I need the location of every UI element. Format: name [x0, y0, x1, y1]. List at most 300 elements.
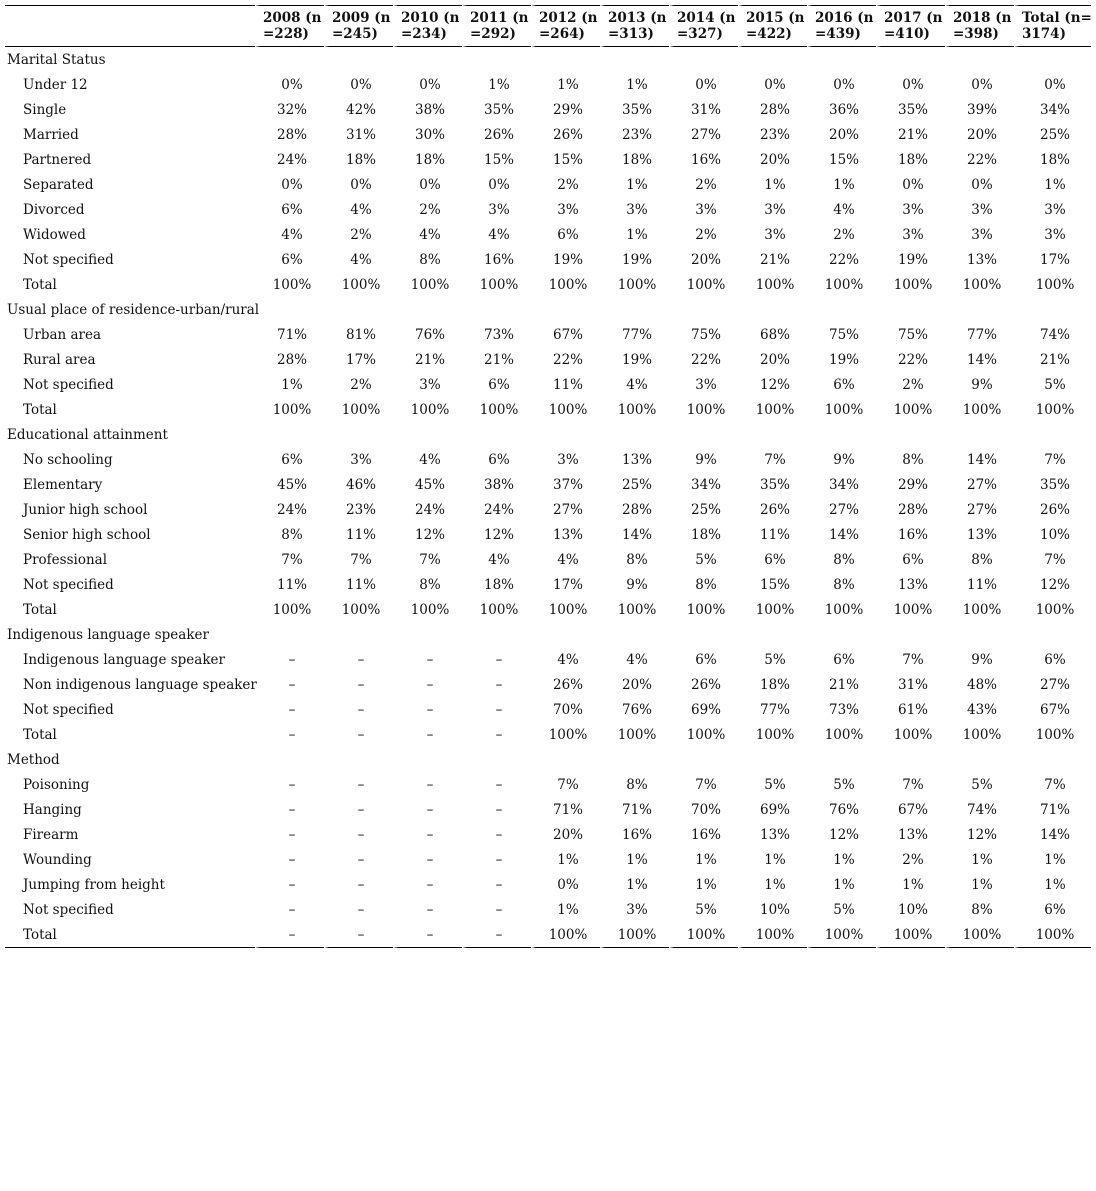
empty-cell — [1014, 47, 1091, 72]
table-cell: 0% — [945, 172, 1014, 197]
table-cell: 27% — [945, 472, 1014, 497]
empty-cell — [807, 622, 876, 647]
table-cell: 27% — [669, 122, 738, 147]
table-cell: 12% — [393, 522, 462, 547]
table-row — [5, 447, 1091, 472]
table-cell: 10% — [738, 897, 807, 922]
table-cell: 100% — [807, 272, 876, 297]
table-cell: 100% — [462, 397, 531, 422]
table-cell: 34% — [1014, 97, 1091, 122]
table-cell: 19% — [600, 247, 669, 272]
table-cell: 100% — [807, 922, 876, 948]
empty-cell — [600, 622, 669, 647]
table-cell: 74% — [945, 797, 1014, 822]
empty-cell — [1014, 747, 1091, 772]
table-cell: 71% — [600, 797, 669, 822]
table-cell: 100% — [600, 272, 669, 297]
table-cell: 13% — [531, 522, 600, 547]
table-cell: 22% — [669, 347, 738, 372]
table-row — [5, 72, 1091, 97]
table-cell: 20% — [600, 672, 669, 697]
row-label: Jumping from height — [23, 876, 165, 893]
table-row — [5, 697, 1091, 722]
empty-cell — [807, 297, 876, 322]
empty-cell — [876, 47, 945, 72]
row-label: Not specified — [23, 251, 114, 268]
table-cell: 45% — [393, 472, 462, 497]
table-cell: 20% — [669, 247, 738, 272]
table-cell: 4% — [393, 222, 462, 247]
column-header-line1: 2011 (n — [470, 10, 529, 26]
empty-cell — [324, 47, 393, 72]
table-cell: 35% — [600, 97, 669, 122]
table-cell: 43% — [945, 697, 1014, 722]
empty-cell — [393, 422, 462, 447]
table-cell: 100% — [876, 922, 945, 948]
table-cell: 17% — [324, 347, 393, 372]
table-cell: 14% — [1014, 822, 1091, 847]
empty-cell — [807, 47, 876, 72]
row-label: Not specified — [23, 701, 114, 718]
table-cell: 16% — [669, 147, 738, 172]
table-cell: 6% — [738, 547, 807, 572]
table-cell: 0% — [1014, 72, 1091, 97]
table-cell: 74% — [1014, 322, 1091, 347]
table-cell: 100% — [462, 272, 531, 297]
table-cell: 100% — [738, 397, 807, 422]
table-cell: 3% — [324, 447, 393, 472]
table-row — [5, 597, 1091, 622]
table-cell: 11% — [738, 522, 807, 547]
table-cell: 8% — [669, 572, 738, 597]
table-cell: 1% — [531, 897, 600, 922]
table-cell: 3% — [945, 197, 1014, 222]
column-header — [738, 5, 807, 47]
table-cell: 26% — [738, 497, 807, 522]
column-header-line1: 2009 (n — [332, 10, 391, 26]
table-cell: 100% — [600, 597, 669, 622]
table-cell: 100% — [945, 597, 1014, 622]
table-cell: 18% — [876, 147, 945, 172]
table-cell: 100% — [255, 397, 324, 422]
table-row — [5, 322, 1091, 347]
table-cell: 28% — [876, 497, 945, 522]
table-cell: – — [324, 872, 393, 897]
table-cell: 8% — [807, 547, 876, 572]
empty-cell — [945, 422, 1014, 447]
table-cell: 35% — [462, 97, 531, 122]
empty-cell — [531, 622, 600, 647]
table-cell: 7% — [531, 772, 600, 797]
table-cell: – — [393, 672, 462, 697]
table-cell: 3% — [531, 197, 600, 222]
table-cell: – — [324, 897, 393, 922]
row-label: Professional — [23, 551, 108, 568]
table-cell: 22% — [945, 147, 1014, 172]
table-cell: 19% — [600, 347, 669, 372]
table-cell: 42% — [324, 97, 393, 122]
table-cell: 73% — [807, 697, 876, 722]
row-label: Total — [23, 726, 57, 743]
table-cell: 100% — [807, 722, 876, 747]
table-cell: 22% — [807, 247, 876, 272]
table-cell: – — [393, 847, 462, 872]
table-cell: – — [324, 697, 393, 722]
table-cell: 71% — [531, 797, 600, 822]
table-cell: 3% — [669, 372, 738, 397]
table-cell: 4% — [393, 447, 462, 472]
table-cell: 18% — [600, 147, 669, 172]
table-cell: 77% — [600, 322, 669, 347]
table-cell: 100% — [393, 272, 462, 297]
column-header — [600, 5, 669, 47]
table-cell: 100% — [531, 272, 600, 297]
empty-cell — [669, 747, 738, 772]
table-cell: 21% — [876, 122, 945, 147]
table-row — [5, 222, 1091, 247]
column-header — [807, 5, 876, 47]
column-header — [324, 5, 393, 47]
table-cell: 1% — [1014, 872, 1091, 897]
header-label-cell — [5, 5, 255, 47]
table-cell: 0% — [393, 172, 462, 197]
table-cell: 1% — [669, 872, 738, 897]
empty-cell — [1014, 622, 1091, 647]
table-cell: – — [255, 647, 324, 672]
table-cell: 1% — [807, 872, 876, 897]
table-cell: 23% — [738, 122, 807, 147]
table-row — [5, 572, 1091, 597]
empty-cell — [324, 747, 393, 772]
empty-cell — [738, 422, 807, 447]
table-cell: 6% — [807, 647, 876, 672]
table-cell: 26% — [1014, 497, 1091, 522]
empty-cell — [462, 297, 531, 322]
table-cell: 3% — [738, 197, 807, 222]
table-row — [5, 197, 1091, 222]
column-header — [531, 5, 600, 47]
section-header-row — [5, 47, 1091, 72]
table-cell: 2% — [669, 222, 738, 247]
table-cell: 100% — [876, 272, 945, 297]
table-cell: 18% — [738, 672, 807, 697]
table-cell: 2% — [876, 847, 945, 872]
table-row — [5, 797, 1091, 822]
table-row — [5, 372, 1091, 397]
table-cell: 7% — [876, 772, 945, 797]
table-cell: – — [393, 897, 462, 922]
table-cell: 100% — [738, 722, 807, 747]
table-cell: – — [255, 697, 324, 722]
table-cell: 76% — [600, 697, 669, 722]
table-cell: 48% — [945, 672, 1014, 697]
column-header-line2: =398) — [953, 26, 999, 42]
table-cell: 26% — [462, 122, 531, 147]
table-cell: 100% — [600, 397, 669, 422]
table-cell: 100% — [324, 597, 393, 622]
table-cell: 100% — [945, 922, 1014, 948]
table-cell: 4% — [462, 222, 531, 247]
empty-cell — [255, 747, 324, 772]
table-cell: 100% — [876, 597, 945, 622]
table-cell: 100% — [1014, 597, 1091, 622]
column-header-line1: 2008 (n — [263, 10, 322, 26]
table-cell: 100% — [945, 397, 1014, 422]
table-cell: 100% — [531, 922, 600, 948]
table-cell: 8% — [255, 522, 324, 547]
table-cell: 34% — [669, 472, 738, 497]
table-cell: – — [255, 822, 324, 847]
row-label: Divorced — [23, 201, 85, 218]
row-label: Widowed — [23, 226, 86, 243]
table-cell: 6% — [255, 247, 324, 272]
column-header-line2: =264) — [539, 26, 585, 42]
table-cell: 9% — [945, 647, 1014, 672]
row-label: Hanging — [23, 801, 82, 818]
table-cell: 77% — [738, 697, 807, 722]
empty-cell — [600, 47, 669, 72]
empty-cell — [669, 297, 738, 322]
table-cell: 100% — [669, 397, 738, 422]
row-label: Urban area — [23, 326, 102, 343]
row-label: Single — [23, 101, 67, 118]
table-cell: 6% — [462, 372, 531, 397]
table-cell: 38% — [393, 97, 462, 122]
table-cell: 1% — [600, 847, 669, 872]
table-cell: 8% — [945, 547, 1014, 572]
table-cell: – — [462, 697, 531, 722]
table-cell: 100% — [255, 272, 324, 297]
column-header-line2: =228) — [263, 26, 309, 42]
section-title: Marital Status — [7, 51, 106, 68]
row-label: Non indigenous language speaker — [23, 676, 257, 693]
table-cell: 13% — [876, 572, 945, 597]
table-cell: 34% — [807, 472, 876, 497]
table-cell: – — [324, 772, 393, 797]
table-cell: 70% — [669, 797, 738, 822]
column-header — [462, 5, 531, 47]
table-cell: 16% — [462, 247, 531, 272]
table-cell: 6% — [1014, 647, 1091, 672]
table-cell: – — [462, 797, 531, 822]
table-cell: 69% — [738, 797, 807, 822]
table-cell: 18% — [393, 147, 462, 172]
table-row — [5, 922, 1091, 948]
table-row — [5, 722, 1091, 747]
row-label: Wounding — [23, 851, 92, 868]
table-cell: 3% — [876, 222, 945, 247]
table-cell: 9% — [669, 447, 738, 472]
column-header-line2: =234) — [401, 26, 447, 42]
table-cell: 14% — [807, 522, 876, 547]
table-cell: 100% — [876, 722, 945, 747]
table-cell: – — [393, 772, 462, 797]
table-cell: 100% — [255, 597, 324, 622]
row-label: Married — [23, 126, 79, 143]
row-label: Elementary — [23, 476, 103, 493]
table-cell: – — [324, 922, 393, 948]
table-cell: – — [462, 872, 531, 897]
table-cell: 1% — [462, 72, 531, 97]
table-cell: 4% — [531, 647, 600, 672]
table-cell: 15% — [462, 147, 531, 172]
empty-cell — [324, 297, 393, 322]
row-label: Rural area — [23, 351, 96, 368]
table-cell: 22% — [876, 347, 945, 372]
table-cell: 26% — [531, 672, 600, 697]
table-cell: 7% — [1014, 772, 1091, 797]
table-row — [5, 822, 1091, 847]
table-cell: 6% — [255, 197, 324, 222]
table-cell: 27% — [807, 497, 876, 522]
table-cell: 4% — [462, 547, 531, 572]
table-cell: 12% — [738, 372, 807, 397]
table-cell: 26% — [669, 672, 738, 697]
empty-cell — [876, 622, 945, 647]
table-body — [5, 47, 1091, 948]
row-label: Total — [23, 601, 57, 618]
table-cell: 100% — [1014, 922, 1091, 948]
table-cell: 25% — [669, 497, 738, 522]
table-cell: 6% — [255, 447, 324, 472]
table-cell: 0% — [876, 72, 945, 97]
column-header-line1: 2016 (n — [815, 10, 874, 26]
table-cell: – — [393, 922, 462, 948]
empty-cell — [531, 747, 600, 772]
table-cell: 100% — [531, 722, 600, 747]
table-cell: 68% — [738, 322, 807, 347]
table-row — [5, 397, 1091, 422]
table-cell: 1% — [876, 872, 945, 897]
table-cell: 9% — [945, 372, 1014, 397]
table-cell: 5% — [945, 772, 1014, 797]
table-cell: 67% — [1014, 697, 1091, 722]
table-cell: 3% — [876, 197, 945, 222]
table-cell: 3% — [738, 222, 807, 247]
table-cell: 9% — [600, 572, 669, 597]
table-row — [5, 847, 1091, 872]
table-cell: 15% — [738, 572, 807, 597]
empty-cell — [807, 747, 876, 772]
table-cell: 4% — [255, 222, 324, 247]
table-cell: 20% — [945, 122, 1014, 147]
empty-cell — [324, 422, 393, 447]
table-cell: – — [324, 847, 393, 872]
section-title: Educational attainment — [7, 426, 168, 443]
table-cell: 100% — [669, 922, 738, 948]
table-cell: 2% — [531, 172, 600, 197]
table-cell: 38% — [462, 472, 531, 497]
table-cell: 100% — [807, 597, 876, 622]
empty-cell — [738, 622, 807, 647]
table-cell: – — [255, 722, 324, 747]
data-table — [5, 5, 1091, 948]
table-cell: 35% — [876, 97, 945, 122]
table-cell: 21% — [738, 247, 807, 272]
table-cell: 1% — [531, 72, 600, 97]
table-cell: – — [462, 847, 531, 872]
table-cell: 4% — [807, 197, 876, 222]
table-cell: 24% — [462, 497, 531, 522]
table-cell: 12% — [945, 822, 1014, 847]
table-cell: 76% — [393, 322, 462, 347]
empty-cell — [807, 422, 876, 447]
table-cell: 0% — [531, 872, 600, 897]
table-cell: 7% — [393, 547, 462, 572]
table-cell: 13% — [738, 822, 807, 847]
table-cell: 8% — [393, 247, 462, 272]
table-cell: 100% — [669, 597, 738, 622]
column-header-line2: =313) — [608, 26, 654, 42]
column-header-line1: 2010 (n — [401, 10, 460, 26]
table-cell: 100% — [531, 597, 600, 622]
table-cell: 1% — [600, 872, 669, 897]
empty-cell — [600, 747, 669, 772]
table-row — [5, 147, 1091, 172]
empty-cell — [462, 747, 531, 772]
table-cell: 3% — [462, 197, 531, 222]
section-title: Usual place of residence-urban/rural — [7, 301, 260, 318]
row-label: Junior high school — [23, 501, 148, 518]
table-cell: – — [393, 722, 462, 747]
table-cell: 100% — [324, 397, 393, 422]
section-header-row — [5, 297, 1091, 322]
table-cell: 1% — [600, 72, 669, 97]
row-label: Total — [5, 922, 255, 948]
empty-cell — [393, 47, 462, 72]
table-cell: 36% — [807, 97, 876, 122]
empty-cell — [738, 297, 807, 322]
table-cell: 4% — [531, 547, 600, 572]
section-header-row — [5, 622, 1091, 647]
table-cell: 17% — [1014, 247, 1091, 272]
column-header-line1: 2013 (n — [608, 10, 667, 26]
table-cell: 4% — [600, 647, 669, 672]
table-cell: – — [324, 822, 393, 847]
table-cell: 17% — [531, 572, 600, 597]
table-cell: 3% — [600, 897, 669, 922]
table-cell: 100% — [738, 272, 807, 297]
table-cell: 20% — [738, 347, 807, 372]
table-cell: – — [255, 847, 324, 872]
table-cell: 0% — [462, 172, 531, 197]
table-cell: 67% — [531, 322, 600, 347]
empty-cell — [600, 297, 669, 322]
table-cell: 77% — [945, 322, 1014, 347]
table-cell: 28% — [738, 97, 807, 122]
column-header — [393, 5, 462, 47]
empty-cell — [669, 422, 738, 447]
table-cell: 100% — [1014, 397, 1091, 422]
table-cell: 35% — [1014, 472, 1091, 497]
table-cell: 8% — [600, 547, 669, 572]
empty-cell — [876, 422, 945, 447]
empty-cell — [462, 422, 531, 447]
column-header — [255, 5, 324, 47]
table-cell: 0% — [255, 172, 324, 197]
column-header-line2: =327) — [677, 26, 723, 42]
table-cell: 25% — [600, 472, 669, 497]
table-cell: – — [462, 722, 531, 747]
table-cell: 18% — [669, 522, 738, 547]
table-cell: – — [324, 672, 393, 697]
table-cell: 3% — [1014, 197, 1091, 222]
table-cell: 14% — [600, 522, 669, 547]
table-cell: 1% — [600, 172, 669, 197]
empty-cell — [393, 747, 462, 772]
table-cell: 2% — [324, 222, 393, 247]
table-cell: 1% — [600, 222, 669, 247]
